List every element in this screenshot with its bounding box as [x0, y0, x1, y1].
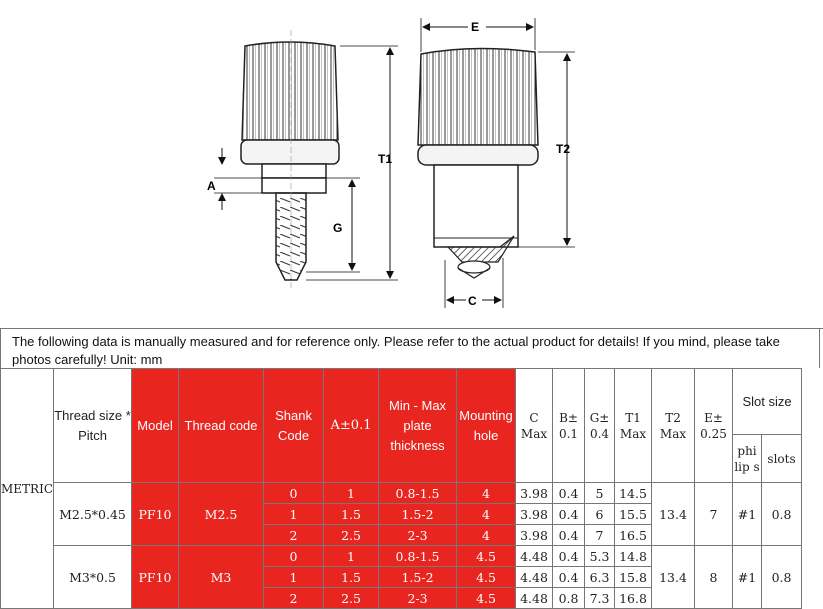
- shank-cell: 2: [264, 525, 324, 546]
- table-row: [1, 483, 802, 504]
- dimension-e: [421, 18, 535, 52]
- header-thread-size: Thread size * Pitch: [54, 369, 132, 483]
- hole-cell: 4.5: [457, 567, 516, 588]
- header-slots: slots: [762, 435, 802, 483]
- model-cell: PF10: [132, 546, 179, 609]
- hole-cell: 4.5: [457, 546, 516, 567]
- plate-cell: 2-3: [379, 588, 457, 609]
- header-model: Model: [132, 369, 179, 483]
- thread-code-cell: M3: [179, 546, 264, 609]
- t1-cell: 16.5: [615, 525, 652, 546]
- header-a: A±0.1: [324, 369, 379, 483]
- header-t2: T2 Max: [652, 369, 695, 483]
- table-row: [1, 546, 802, 567]
- svg-text:E: E: [471, 20, 480, 34]
- divider: [819, 328, 820, 368]
- g-cell: 6: [585, 504, 615, 525]
- thread-code-cell: M2.5: [179, 483, 264, 546]
- shank-cell: 0: [264, 546, 324, 567]
- svg-text:T2: T2: [556, 142, 571, 156]
- thread-size-cell: M3*0.5: [54, 546, 132, 609]
- g-cell: 5: [585, 483, 615, 504]
- g-cell: 7: [585, 525, 615, 546]
- b-cell: 0.4: [553, 504, 585, 525]
- svg-text:G: G: [333, 221, 343, 235]
- svg-text:C: C: [468, 294, 477, 308]
- right-screw-figure: [418, 48, 538, 278]
- shank-cell: 2: [264, 588, 324, 609]
- c-cell: 3.98: [516, 504, 553, 525]
- t1-cell: 14.8: [615, 546, 652, 567]
- g-cell: 5.3: [585, 546, 615, 567]
- thread-size-cell: M2.5*0.45: [54, 483, 132, 546]
- svg-text:T1: T1: [378, 152, 393, 166]
- plate-cell: 1.5-2: [379, 504, 457, 525]
- hole-cell: 4: [457, 483, 516, 504]
- header-mounting-hole: Mounting hole: [457, 369, 516, 483]
- t1-cell: 15.5: [615, 504, 652, 525]
- c-cell: 3.98: [516, 483, 553, 504]
- left-screw-figure: [241, 30, 339, 290]
- phillips-cell: #1: [733, 483, 762, 546]
- c-cell: 4.48: [516, 588, 553, 609]
- divider: [0, 328, 823, 329]
- b-cell: 0.4: [553, 525, 585, 546]
- slots-cell: 0.8: [762, 546, 802, 609]
- a-cell: 1: [324, 483, 379, 504]
- b-cell: 0.4: [553, 546, 585, 567]
- g-cell: 6.3: [585, 567, 615, 588]
- e-cell: 7: [695, 483, 733, 546]
- e-cell: 8: [695, 546, 733, 609]
- t2-cell: 13.4: [652, 483, 695, 546]
- hole-cell: 4: [457, 504, 516, 525]
- header-b: B± 0.1: [553, 369, 585, 483]
- plate-cell: 0.8-1.5: [379, 483, 457, 504]
- header-shank-code: Shank Code: [264, 369, 324, 483]
- plate-cell: 0.8-1.5: [379, 546, 457, 567]
- divider: [0, 328, 1, 368]
- a-cell: 1.5: [324, 567, 379, 588]
- t1-cell: 14.5: [615, 483, 652, 504]
- t1-cell: 16.8: [615, 588, 652, 609]
- a-cell: 2.5: [324, 525, 379, 546]
- hole-cell: 4: [457, 525, 516, 546]
- b-cell: 0.4: [553, 483, 585, 504]
- c-cell: 4.48: [516, 567, 553, 588]
- shank-cell: 1: [264, 567, 324, 588]
- t1-cell: 15.8: [615, 567, 652, 588]
- shank-cell: 1: [264, 504, 324, 525]
- phillips-cell: #1: [733, 546, 762, 609]
- model-cell: PF10: [132, 483, 179, 546]
- b-cell: 0.4: [553, 567, 585, 588]
- hole-cell: 4.5: [457, 588, 516, 609]
- header-c: C Max: [516, 369, 553, 483]
- header-g: G± 0.4: [585, 369, 615, 483]
- header-t1: T1 Max: [615, 369, 652, 483]
- a-cell: 1: [324, 546, 379, 567]
- g-cell: 7.3: [585, 588, 615, 609]
- plate-cell: 2-3: [379, 525, 457, 546]
- header-thread-code: Thread code: [179, 369, 264, 483]
- slots-cell: 0.8: [762, 483, 802, 546]
- metric-label: METRIC: [1, 369, 54, 609]
- header-slot-size: Slot size: [733, 369, 802, 435]
- disclaimer-note: The following data is manually measured and for reference only. Please refer to the actual product for details! If you mind, please take photos carefully! Unit: mm: [12, 334, 780, 367]
- svg-text:A: A: [207, 179, 216, 193]
- header-e: E± 0.25: [695, 369, 733, 483]
- a-cell: 1.5: [324, 504, 379, 525]
- header-plate-thickness: Min - Max plate thickness: [379, 369, 457, 483]
- b-cell: 0.8: [553, 588, 585, 609]
- plate-cell: 1.5-2: [379, 567, 457, 588]
- spec-table: [0, 368, 802, 609]
- header-phillips: phi lip s: [733, 435, 762, 483]
- c-cell: 4.48: [516, 546, 553, 567]
- a-cell: 2.5: [324, 588, 379, 609]
- c-cell: 3.98: [516, 525, 553, 546]
- t2-cell: 13.4: [652, 546, 695, 609]
- shank-cell: 0: [264, 483, 324, 504]
